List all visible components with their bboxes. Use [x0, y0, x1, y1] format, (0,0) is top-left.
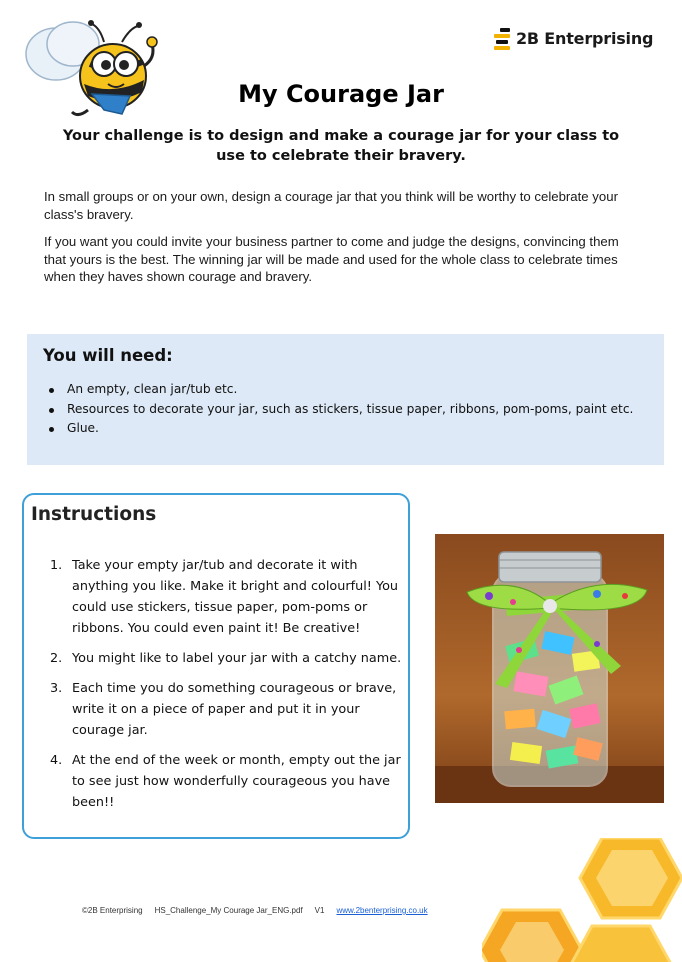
- requirements-panel: [27, 334, 664, 465]
- step-text: At the end of the week or month, empty out the jar to see just how wonderfully courageous you have been!!: [72, 753, 401, 810]
- intro-paragraph: If you want you could invite your business partner to come and judge the designs, convincing them that yours is the best. The winning jar will be made and used for the whole class to celebrate times when they haves shown courage and bravery.: [44, 234, 619, 284]
- step-number: 4.: [50, 753, 63, 768]
- step-text: You might like to label your jar with a catchy name.: [72, 651, 402, 666]
- footer-filename: HS_Challenge_My Courage Jar_ENG.pdf: [154, 906, 303, 915]
- courage-jar-photo: [435, 534, 664, 803]
- step-number: 3.: [50, 681, 63, 696]
- website-link[interactable]: www.2benterprising.co.uk: [336, 906, 428, 915]
- requirements-heading: You will need:: [43, 346, 173, 365]
- page-footer: [82, 906, 428, 915]
- page-title: My Courage Jar: [238, 80, 444, 108]
- page-subtitle: Your challenge is to design and make a courage jar for your class to use to celebrate their bravery.: [62, 128, 620, 164]
- list-item: Glue.: [47, 419, 633, 439]
- instructions-heading: Instructions: [31, 504, 157, 525]
- list-item: [50, 750, 402, 813]
- list-item: [50, 648, 402, 669]
- brand-logo: [494, 22, 653, 54]
- footer-copyright: ©2B Enterprising: [82, 906, 143, 915]
- list-item: An empty, clean jar/tub etc.: [47, 380, 633, 400]
- intro-paragraph: In small groups or on your own, design a courage jar that you think will be worthy to celebrate your class's bravery.: [44, 189, 618, 222]
- list-item: Resources to decorate your jar, such as stickers, tissue paper, ribbons, pom-poms, paint etc.: [47, 400, 633, 420]
- logo-text: 2B Enterprising: [516, 28, 654, 48]
- step-number: 1.: [50, 558, 63, 573]
- step-number: 2.: [50, 651, 63, 666]
- list-item: [50, 678, 402, 741]
- step-text: Each time you do something courageous or brave, write it on a piece of paper and put it in your courage jar.: [72, 681, 397, 738]
- logo-bars-icon: [494, 27, 512, 49]
- honeycomb-icon: [482, 838, 682, 962]
- instructions-list: [50, 555, 402, 822]
- footer-version: V1: [314, 906, 325, 915]
- instructions-panel: [22, 493, 410, 839]
- requirements-list: [47, 380, 633, 439]
- step-text: Take your empty jar/tub and decorate it with anything you like. Make it bright and colourful! You could use stickers, tissue paper, pom-poms or ribbons. You could even paint it! Be creative!: [72, 558, 399, 636]
- list-item: [50, 555, 402, 639]
